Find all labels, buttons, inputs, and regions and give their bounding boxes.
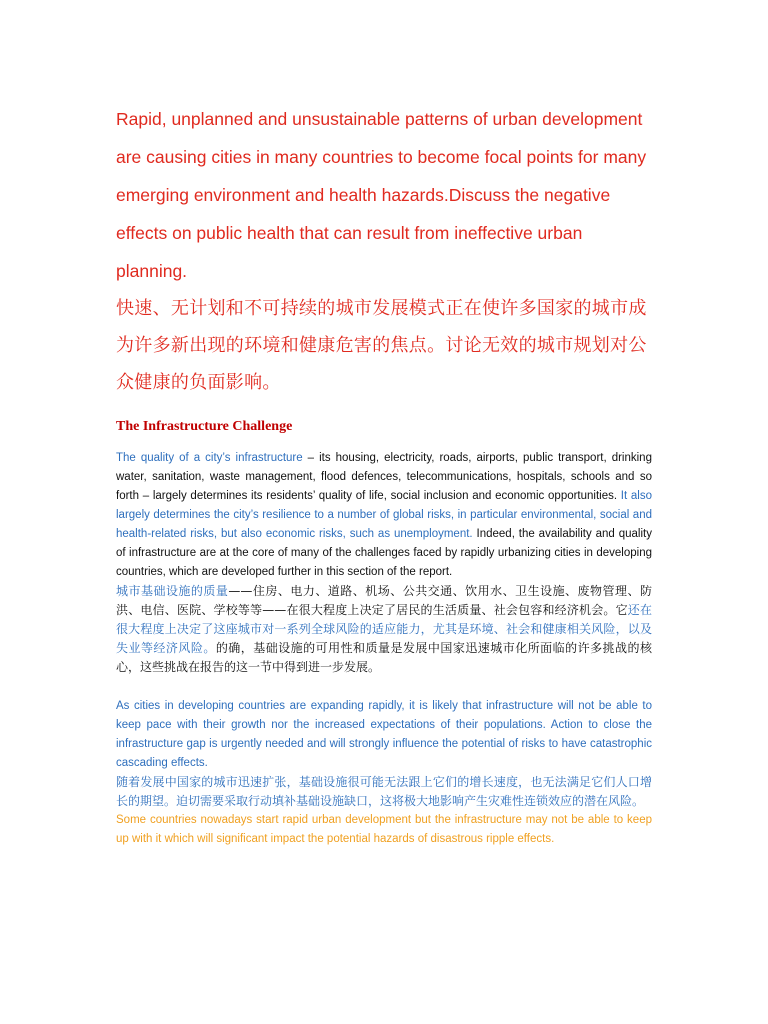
- paragraph1-chinese: [116, 582, 652, 677]
- paragraph-spacer: [116, 677, 652, 697]
- essay-prompt-chinese: 快速、无计划和不可持续的城市发展模式正在使许多国家的城市成为许多新出现的环境和健康危害的焦点。讨论无效的城市规划对公众健康的负面影响。: [116, 298, 647, 393]
- document-page: [116, 100, 652, 849]
- highlight-blue: 城市基础设施的质量: [116, 584, 229, 598]
- highlight-blue: The quality of a city’s infrastructure: [116, 452, 303, 464]
- highlight-blue: It also largely determines the city’s resilience to a number of global risks, in particular environmental, social and health-related risks, but also economic risks, such as unemployment.: [116, 490, 652, 540]
- body-text: Indeed, the availability and quality of infrastructure are at the core of many of the challenges faced by rapidly urbanizing cities in developing countries, which are developed further in this section of the report.: [116, 528, 652, 578]
- essay-prompt-english: Rapid, unplanned and unsustainable patterns of urban development are causing cities in many countries to become focal points for many emerging environment and health hazards.Discuss the negative effects on public health that can result from ineffective urban planning.: [116, 109, 647, 281]
- highlight-blue: 还在很大程度上决定了这座城市对一系列全球风险的适应能力，尤其是环境、社会和健康相关风险，以及失业等经济风险。: [116, 603, 652, 655]
- body-text: ——住房、电力、道路、机场、公共交通、饮用水、卫生设施、废物管理、防洪、电信、医院、学校等等——在很大程度上决定了居民的生活质量、社会包容和经济机会。它: [116, 584, 652, 617]
- paragraph2-english: As cities in developing countries are expanding rapidly, it is likely that infrastructure will not be able to keep pace with their growth nor the increased expectations of their populations. Action to close the infrastructure gap is urgently needed and will strongly influence the potential of risks to have catastrophic cascading effects.: [116, 700, 652, 769]
- paragraph2-chinese: 随着发展中国家的城市迅速扩张，基础设施很可能无法跟上它们的增长速度，也无法满足它们人口增长的期望。迫切需要采取行动填补基础设施缺口，这将极大地影响产生灾难性连锁效应的潜在风险。: [116, 775, 652, 808]
- paragraph1-english: [116, 449, 652, 582]
- body-text: – its housing, electricity, roads, airports, public transport, drinking water, sanitation, waste management, flood defences, telecommunications, hospitals, schools and so forth – largely determines its residents’ quality of life, social inclusion and economic opportunities.: [116, 452, 652, 502]
- paragraph2-summary: Some countries nowadays start rapid urban development but the infrastructure may not be able to keep up with it which will significant impact the potential hazards of disastrous ripple effects.: [116, 814, 652, 845]
- section-title: The Infrastructure Challenge: [116, 419, 293, 434]
- body-text: 的确，基础设施的可用性和质量是发展中国家迅速城市化所面临的许多挑战的核心，这些挑战在报告的这一节中得到进一步发展。: [116, 641, 652, 674]
